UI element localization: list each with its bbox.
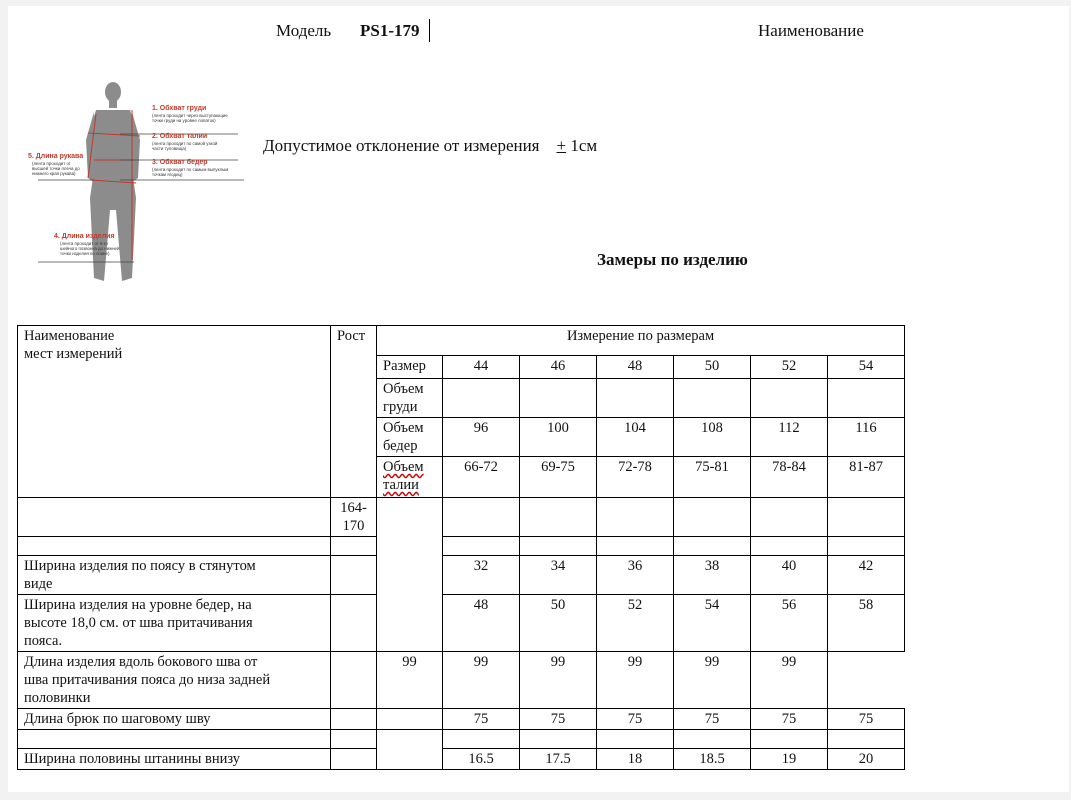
hips-label bbox=[377, 418, 443, 457]
chest-cell bbox=[674, 379, 751, 418]
waist-cell: 66-72 bbox=[443, 457, 520, 498]
waist-cell: 81-87 bbox=[828, 457, 905, 498]
waist-label bbox=[377, 457, 443, 498]
chest-label-line: Объем bbox=[383, 381, 424, 397]
value-cell bbox=[520, 537, 597, 556]
hips-cell: 108 bbox=[674, 418, 751, 457]
value-cell bbox=[443, 498, 520, 537]
height-cell bbox=[331, 749, 377, 770]
value-cell: 54 bbox=[674, 595, 751, 652]
value-cell: 17.5 bbox=[520, 749, 597, 770]
chest-note: (лента проходит через выступающие bbox=[152, 113, 228, 118]
header-sizes-cell: Измерение по размерам bbox=[377, 326, 905, 356]
value-cell: 40 bbox=[751, 556, 828, 595]
value-cell: 18 bbox=[597, 749, 674, 770]
value-cell: 58 bbox=[828, 595, 905, 652]
value-cell bbox=[751, 498, 828, 537]
size-cell: 54 bbox=[828, 356, 905, 379]
hips-note: (лента проходит по самым выпуклым bbox=[152, 167, 229, 172]
page-title: Замеры по изделию bbox=[597, 250, 748, 269]
size-cell: 48 bbox=[597, 356, 674, 379]
value-cell bbox=[597, 730, 674, 749]
value-cell: 99 bbox=[377, 652, 443, 709]
merged-cell bbox=[377, 730, 443, 770]
measurement-figure bbox=[24, 78, 246, 288]
sleeve-note: высшей точки плеча до bbox=[32, 166, 80, 171]
value-cell bbox=[674, 537, 751, 556]
value-cell: 48 bbox=[443, 595, 520, 652]
value-cell: 19 bbox=[751, 749, 828, 770]
height-cell bbox=[331, 709, 377, 730]
chest-note: точки груди на уровне лопаток) bbox=[152, 118, 216, 123]
value-cell: 75 bbox=[751, 709, 828, 730]
document-page bbox=[8, 6, 1069, 792]
chest-label bbox=[377, 379, 443, 418]
measure-name-line: высоте 18,0 см. от шва притачивания bbox=[24, 615, 253, 631]
value-cell: 36 bbox=[597, 556, 674, 595]
hips-cell: 96 bbox=[443, 418, 520, 457]
waist-note: части туловища) bbox=[152, 146, 187, 151]
table-row bbox=[18, 556, 905, 595]
measure-name-line: виде bbox=[24, 576, 53, 592]
size-row-label: Размер bbox=[377, 356, 443, 379]
table-row bbox=[18, 537, 905, 556]
model-label: Модель bbox=[276, 21, 332, 40]
text-cursor bbox=[429, 19, 430, 42]
waist-label-line: Объем bbox=[383, 459, 424, 475]
value-cell bbox=[520, 498, 597, 537]
measure-name-line: шва притачивания пояса до низа задней bbox=[24, 672, 271, 688]
value-cell: 75 bbox=[520, 709, 597, 730]
measure-name bbox=[18, 595, 331, 652]
chest-cell bbox=[751, 379, 828, 418]
value-cell bbox=[520, 730, 597, 749]
value-cell bbox=[597, 498, 674, 537]
value-cell bbox=[751, 537, 828, 556]
height-cell bbox=[331, 556, 377, 595]
length-note: (лента проходит от 6-го bbox=[60, 241, 108, 246]
value-cell: 75 bbox=[597, 709, 674, 730]
value-cell bbox=[674, 730, 751, 749]
header-name-line: Наименование bbox=[24, 328, 115, 344]
waist-cell: 69-75 bbox=[520, 457, 597, 498]
size-cell: 52 bbox=[751, 356, 828, 379]
waist-title: 2. Обхват талии bbox=[152, 133, 208, 140]
value-cell: 75 bbox=[443, 709, 520, 730]
value-cell bbox=[443, 537, 520, 556]
merged-cell bbox=[377, 709, 443, 730]
sleeve-title: 5. Длина рукава bbox=[28, 153, 84, 160]
value-cell: 34 bbox=[520, 556, 597, 595]
measure-name bbox=[18, 556, 331, 595]
chest-cell bbox=[520, 379, 597, 418]
chest-cell bbox=[443, 379, 520, 418]
hips-label-line: Объем bbox=[383, 420, 424, 436]
value-cell bbox=[828, 730, 905, 749]
value-cell: 52 bbox=[597, 595, 674, 652]
table-row bbox=[18, 709, 905, 730]
value-cell bbox=[443, 730, 520, 749]
waist-note: (лента проходит по самой узкой bbox=[152, 141, 218, 146]
height-cell bbox=[331, 498, 377, 537]
value-cell: 42 bbox=[828, 556, 905, 595]
plus-minus-sign: + bbox=[556, 136, 567, 155]
waist-cell: 75-81 bbox=[674, 457, 751, 498]
value-cell bbox=[751, 730, 828, 749]
value-cell: 56 bbox=[751, 595, 828, 652]
value-cell: 32 bbox=[443, 556, 520, 595]
name-cell bbox=[18, 537, 331, 556]
merged-cell bbox=[377, 498, 443, 652]
chest-cell bbox=[597, 379, 674, 418]
hips-label-line: бедер bbox=[383, 438, 418, 454]
size-cell: 44 bbox=[443, 356, 520, 379]
value-cell: 99 bbox=[751, 652, 828, 709]
length-note: шейного позвонка до нижней bbox=[60, 246, 120, 251]
size-cell: 50 bbox=[674, 356, 751, 379]
table-row bbox=[18, 730, 905, 749]
name-cell bbox=[18, 498, 331, 537]
value-cell: 18.5 bbox=[674, 749, 751, 770]
value-cell bbox=[828, 537, 905, 556]
sleeve-note: нижнего края рукава) bbox=[32, 171, 76, 176]
waist-cell: 72-78 bbox=[597, 457, 674, 498]
measure-name-line: Ширина изделия на уровне бедер, на bbox=[24, 597, 252, 613]
chest-title: 1. Обхват груди bbox=[152, 105, 207, 112]
sleeve-note: (лента проходит от bbox=[32, 161, 71, 166]
value-cell bbox=[597, 537, 674, 556]
size-cell: 46 bbox=[520, 356, 597, 379]
hips-cell: 100 bbox=[520, 418, 597, 457]
value-cell: 16.5 bbox=[443, 749, 520, 770]
value-cell: 50 bbox=[520, 595, 597, 652]
waist-cell: 78-84 bbox=[751, 457, 828, 498]
value-cell bbox=[828, 498, 905, 537]
hips-cell: 104 bbox=[597, 418, 674, 457]
header-height-cell: Рост bbox=[331, 326, 377, 498]
table-header-row bbox=[18, 326, 905, 356]
hips-cell: 116 bbox=[828, 418, 905, 457]
length-title: 4. Длина изделия bbox=[54, 233, 115, 240]
hips-cell: 112 bbox=[751, 418, 828, 457]
tolerance-text: Допустимое отклонение от измерения bbox=[263, 136, 540, 155]
chest-cell bbox=[828, 379, 905, 418]
measure-name bbox=[18, 652, 331, 709]
value-cell bbox=[674, 498, 751, 537]
height-cell bbox=[331, 730, 377, 749]
hips-title: 3. Обхват бедер bbox=[152, 159, 208, 166]
height-value-line: 170 bbox=[342, 518, 365, 534]
name-cell bbox=[18, 730, 331, 749]
value-cell: 99 bbox=[674, 652, 751, 709]
tolerance-value: 1см bbox=[570, 136, 598, 155]
measure-name: Ширина половины штанины внизу bbox=[18, 749, 331, 770]
hips-note: точкам ягодиц) bbox=[152, 172, 183, 177]
height-cell bbox=[331, 537, 377, 556]
measure-name: Длина брюк по шаговому шву bbox=[18, 709, 331, 730]
height-cell bbox=[331, 595, 377, 652]
table-row bbox=[18, 749, 905, 770]
height-cell bbox=[331, 652, 377, 709]
header-name-cell bbox=[18, 326, 331, 498]
header-name-line: мест измерений bbox=[24, 346, 123, 362]
name-label: Наименование bbox=[758, 21, 864, 40]
value-cell: 99 bbox=[443, 652, 520, 709]
table-row bbox=[18, 652, 905, 709]
table-row bbox=[18, 595, 905, 652]
measure-name-line: пояса. bbox=[24, 633, 63, 649]
tolerance-note bbox=[263, 136, 597, 156]
value-cell: 20 bbox=[828, 749, 905, 770]
value-cell: 99 bbox=[597, 652, 674, 709]
value-cell: 75 bbox=[674, 709, 751, 730]
measure-name-line: половинки bbox=[24, 690, 91, 706]
value-cell: 99 bbox=[520, 652, 597, 709]
value-cell: 38 bbox=[674, 556, 751, 595]
measurements-table bbox=[17, 325, 905, 770]
value-cell: 75 bbox=[828, 709, 905, 730]
waist-label-line: талии bbox=[383, 477, 419, 493]
chest-label-line: груди bbox=[383, 399, 418, 415]
table-row bbox=[18, 498, 905, 537]
model-code[interactable]: PS1-179 bbox=[360, 21, 420, 40]
height-value-line: 164- bbox=[340, 500, 367, 516]
measure-name-line: Длина изделия вдоль бокового шва от bbox=[24, 654, 258, 670]
length-note: точки изделия по спине) bbox=[60, 251, 110, 256]
measure-name-line: Ширина изделия по поясу в стянутом bbox=[24, 558, 256, 574]
